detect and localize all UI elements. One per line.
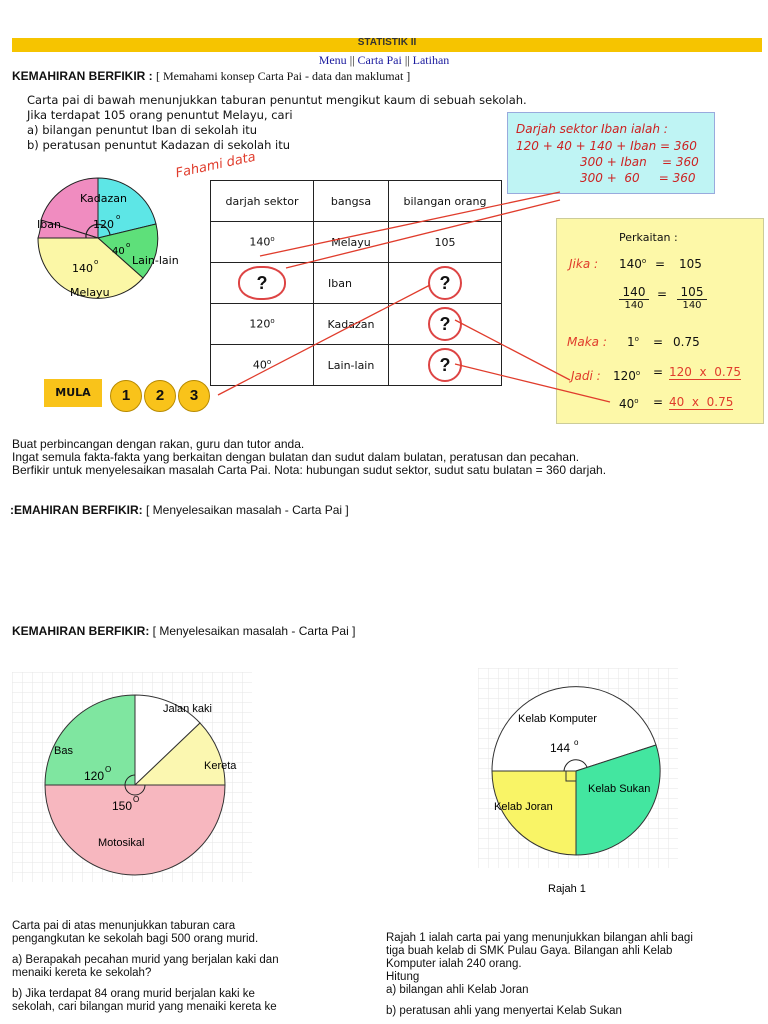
notes	[12, 438, 606, 477]
maka-label: Maka :	[567, 335, 607, 349]
box-line: 120 + 40 + 140 + Iban = 360	[516, 139, 697, 153]
jika-value: 105	[679, 257, 702, 271]
deg-sup: o	[116, 213, 121, 221]
page-title: STATISTIK II	[357, 38, 417, 48]
section1-title: KEMAHIRAN BERFIKIR :	[12, 69, 153, 83]
question-line: Carta pai di atas menunjukkan taburan cara	[12, 920, 236, 932]
box-line: 300 + Iban = 360	[580, 155, 699, 169]
box-line: 300 + 60 = 360	[580, 171, 696, 185]
transport-question	[12, 920, 279, 1014]
question-line: sekolah, cari bilangan murid yang menaiki kereta ke	[12, 1001, 277, 1013]
question-button[interactable]: ?	[238, 266, 286, 300]
section1-subtitle: [ Memahami konsep Carta Pai - data dan maklumat ]	[156, 69, 411, 83]
deg-sup: o	[94, 258, 99, 266]
table-cell: Iban	[314, 263, 389, 304]
section3-title: KEMAHIRAN BERFIKIR:	[12, 624, 150, 638]
label-120: 120	[93, 218, 114, 231]
question-line: Komputer ialah 240 orang.	[386, 958, 522, 970]
note-line: Buat perbincangan dengan rakan, guru dan tutor anda.	[12, 437, 305, 451]
club-pie-chart	[478, 668, 678, 900]
club-question	[386, 932, 693, 1018]
menu-link[interactable]: Menu	[318, 53, 347, 67]
fraction-left: 140 140	[619, 285, 649, 311]
jika-label: Jika :	[569, 257, 599, 271]
box-line: Darjah sektor Iban ialah :	[516, 122, 668, 136]
maka-value: 0.75	[673, 335, 700, 349]
label-iban: Iban	[37, 218, 61, 231]
carta-pai-link[interactable]: Carta Pai	[357, 53, 402, 67]
jadi-degree: 120$^o$	[613, 369, 641, 383]
label-kadazan: Kadazan	[80, 192, 127, 205]
label-lain-lain: Lain-lain	[132, 254, 179, 267]
jika-degree: 140$^o$	[619, 257, 647, 271]
question-line: b) Jika terdapat 84 orang murid berjalan kaki ke	[12, 988, 255, 1000]
table-header: bangsa	[314, 181, 389, 222]
transport-pie-chart	[12, 672, 252, 882]
section3-heading	[12, 624, 355, 638]
note-line: Berfikir untuk menyelesaikan masalah Carta Pai. Nota: hubungan sudut sektor, sudut satu bulatan = 360 darjah.	[12, 463, 607, 477]
question-line: pengangkutan ke sekolah bagi 500 orang murid.	[12, 933, 259, 945]
connector-lines	[0, 0, 768, 440]
label-kelab-sukan: Kelab Sukan	[588, 783, 651, 795]
table-cell: 40$^o$	[211, 345, 314, 386]
menu-separator: ||	[349, 53, 355, 67]
label-144: 144	[550, 741, 571, 755]
label-motosikal: Motosikal	[98, 837, 145, 849]
section2-heading	[10, 503, 349, 517]
label-kelab-joran: Kelab Joran	[494, 801, 553, 813]
fraction-right: 105 140	[677, 285, 707, 311]
label-kelab-komputer: Kelab Komputer	[518, 713, 597, 725]
section2-subtitle: [ Menyelesaikan masalah - Carta Pai ]	[146, 503, 349, 517]
note-line: Ingat semula fakta-fakta yang berkaitan dengan bulatan dan sudut dalam bulatan, peratusan dan pecahan.	[12, 450, 580, 464]
fahami-data-note: Fahami data	[174, 149, 258, 182]
table-cell: 105	[389, 222, 502, 263]
table-cell: 120$^o$	[211, 304, 314, 345]
question-line: Rajah 1 ialah carta pai yang menunjukkan bilangan ahli bagi	[386, 932, 693, 944]
equals: =	[653, 335, 664, 349]
label-150: 150	[112, 799, 133, 813]
question-button[interactable]: ?	[428, 307, 462, 341]
maka-degree: 1$^o$	[627, 335, 639, 349]
table-cell: Melayu	[314, 222, 389, 263]
deg-sup: o	[126, 241, 131, 249]
section2-title: :EMAHIRAN BERFIKIR:	[10, 503, 143, 517]
question-line: menaiki kereta ke sekolah?	[12, 967, 152, 979]
problem-line: Jika terdapat 105 orang penuntut Melayu, cari	[27, 108, 293, 122]
table-cell: Kadazan	[314, 304, 389, 345]
equals: =	[657, 287, 668, 301]
question-line: a) Berapakah pecahan murid yang berjalan kaki dan	[12, 954, 279, 966]
menu-separator: ||	[404, 53, 410, 67]
table-cell: 140$^o$	[211, 222, 314, 263]
deg-sup: o	[574, 738, 579, 747]
equals: =	[653, 395, 664, 409]
label-jalan-kaki: Jalan kaki	[163, 703, 212, 715]
table-header: bilangan orang	[389, 181, 502, 222]
section3-subtitle: [ Menyelesaikan masalah - Carta Pai ]	[152, 624, 356, 638]
table-cell: Lain-lain	[314, 345, 389, 386]
problem-line: Carta pai di bawah menunjukkan taburan penuntut mengikut kaum di sebuah sekolah.	[27, 93, 527, 107]
label-melayu: Melayu	[70, 286, 110, 299]
question-line: tiga buah kelab di SMK Pulau Gaya. Bilangan ahli Kelab	[386, 945, 673, 957]
label-bas: Bas	[54, 745, 73, 757]
step-2-button[interactable]: 2	[144, 380, 176, 412]
latihan-link[interactable]: Latihan	[412, 53, 450, 67]
deg-sup: O	[133, 795, 140, 804]
jadi-value: 120 x 0.75	[669, 365, 741, 379]
jadi-label: Jadi :	[571, 369, 601, 383]
label-120: 120	[84, 769, 105, 783]
label-40: 40	[112, 246, 125, 257]
problem-line: b) peratusan penuntut Kadazan di sekolah itu	[27, 138, 291, 152]
label-140: 140	[72, 262, 93, 275]
deg40: 40$^o$	[619, 397, 639, 411]
step-1-button[interactable]: 1	[110, 380, 142, 412]
perkaitan-title: Perkaitan :	[619, 231, 678, 244]
label-kereta: Kereta	[204, 760, 237, 772]
mula-button[interactable]: MULA	[44, 379, 102, 407]
equals: =	[653, 365, 664, 379]
value40: 40 x 0.75	[669, 395, 734, 409]
step-3-button[interactable]: 3	[178, 380, 210, 412]
table-header: darjah sektor	[211, 181, 314, 222]
question-line: a) bilangan ahli Kelab Joran	[386, 984, 529, 996]
deg-sup: O	[105, 765, 112, 774]
question-line: Hitung	[386, 971, 420, 983]
figure-caption: Rajah 1	[548, 883, 586, 895]
equals: =	[655, 257, 666, 271]
question-line: b) peratusan ahli yang menyertai Kelab Sukan	[386, 1005, 622, 1017]
question-button[interactable]: ?	[428, 266, 462, 300]
question-button[interactable]: ?	[428, 348, 462, 382]
problem-line: a) bilangan penuntut Iban di sekolah itu	[27, 123, 258, 137]
